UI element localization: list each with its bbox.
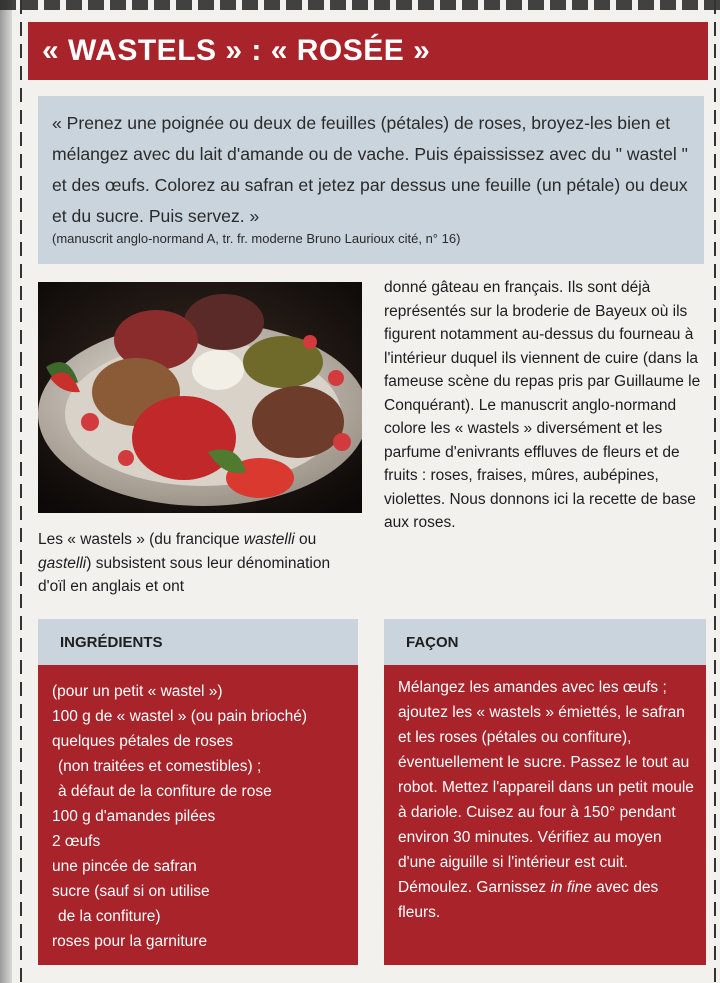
method-text: avec des fleurs. (398, 879, 659, 921)
ingredient-item: (non traitées et comestibles) ; (58, 758, 262, 775)
page-title: « WASTELS » : « ROSÉE » (28, 22, 708, 80)
ingredient-item: 100 g de « wastel » (ou pain brioché) (52, 708, 308, 725)
ingredient-item: roses pour la garniture (52, 933, 208, 950)
caption-term: wastelli (243, 531, 295, 548)
ingredients-heading: INGRÉDIENTS (38, 619, 358, 665)
ingredient-item: quelques pétales de roses (52, 733, 233, 750)
cut-line-right (714, 0, 716, 983)
quote-box (38, 96, 704, 264)
ingredient-item: de la confiture) (58, 908, 161, 925)
method-heading: FAÇON (384, 619, 706, 665)
caption-term: gastelli (38, 554, 87, 572)
ingredient-item: 2 œufs (52, 833, 101, 850)
cut-line-top (0, 0, 720, 10)
quote-text: « Prenez une poignée ou deux de feuilles (pétales) de roses, broyez-les bien et mélangez avec du lait d'amande ou de vache. Puis épaississez avec du " wastel " et des œufs. Colorez au safran et jetez par dessus une feuille (un pétale) ou deux et du sucre. Puis servez. » (52, 113, 688, 226)
method-term: in fine (550, 879, 592, 896)
wastels-photo (38, 282, 362, 513)
method-text: Mélangez les amandes avec les œufs ; ajoutez les « wastels » émiettés, le safran et les roses (pétales ou confiture), éventuellement le sucre. Passez le tout au robot. Mettez l'appareil dans un petit moule à dariole. Cuisez au four à 150° pendant environ 30 minutes. Vérifiez au moyen d'une aiguille si l'intérieur est cuit. Démoulez. Garnissez (398, 679, 694, 896)
ingredient-item: 100 g d'amandes pilées (52, 808, 216, 825)
caption-text: ou (294, 531, 317, 548)
ingredient-item: à défaut de la confiture de rose (58, 783, 272, 800)
article-body: donné gâteau en français. Ils sont déjà représentés sur la broderie de Bayeux où ils figurent notamment au-dessus du fourneau à l'intérieur duquel ils viennent de cuire (dans la fameuse scène du repas pris par Guillaume le Conquérant). Le manuscrit anglo-normand colore les « wastels » diversément et les parfume d'enivrants effluves de fleurs et de fruits : roses, fraises, mûres, aubépines, violettes. Nous donnons ici la recette de base aux roses. (384, 279, 701, 531)
photo-caption (38, 528, 358, 599)
ingredient-item: (pour un petit « wastel ») (52, 683, 223, 700)
pastries-plate-image (38, 282, 362, 513)
ingredients-list (38, 665, 358, 965)
cut-line-left (20, 0, 22, 983)
quote-citation: (manuscrit anglo-normand A, tr. fr. moderne Bruno Laurioux cité, n° 16) (52, 231, 461, 246)
page-spine-shadow (0, 0, 12, 983)
ingredient-item: une pincée de safran (52, 858, 197, 875)
caption-text: Les « wastels » (du francique (38, 531, 244, 548)
caption-text: ) subsistent sous leur dénomination d'oïl en anglais et ont (38, 554, 331, 595)
ingredient-item: sucre (sauf si on utilise (52, 883, 210, 900)
method-steps (384, 665, 706, 965)
